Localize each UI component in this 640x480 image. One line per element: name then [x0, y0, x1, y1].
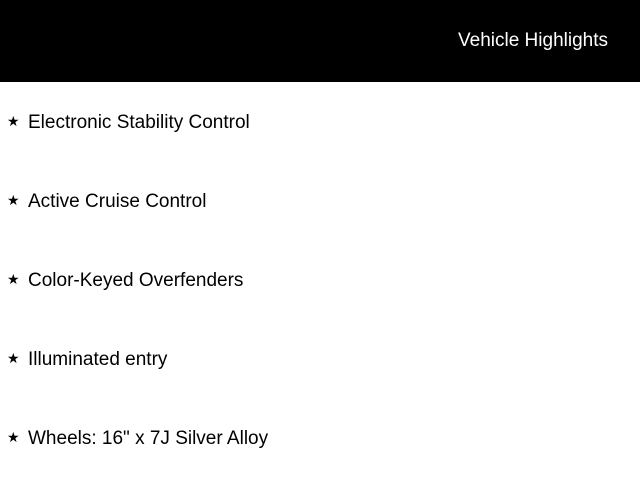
highlight-label: Active Cruise Control — [28, 191, 207, 212]
star-icon: ★ — [7, 271, 20, 287]
highlight-label: Electronic Stability Control — [28, 112, 250, 133]
star-icon: ★ — [7, 113, 20, 129]
highlight-label: Illuminated entry — [28, 349, 168, 370]
header-bar — [0, 0, 640, 82]
highlight-label: Wheels: 16" x 7J Silver Alloy — [28, 428, 269, 449]
list-item — [0, 111, 640, 135]
star-icon: ★ — [7, 350, 20, 366]
list-item — [0, 190, 640, 214]
star-icon: ★ — [7, 192, 20, 208]
page-title: Vehicle Highlights — [458, 30, 608, 51]
list-item — [0, 269, 640, 293]
star-icon: ★ — [7, 429, 20, 445]
list-item — [0, 427, 640, 451]
list-item — [0, 348, 640, 372]
highlight-label: Color-Keyed Overfenders — [28, 270, 244, 291]
